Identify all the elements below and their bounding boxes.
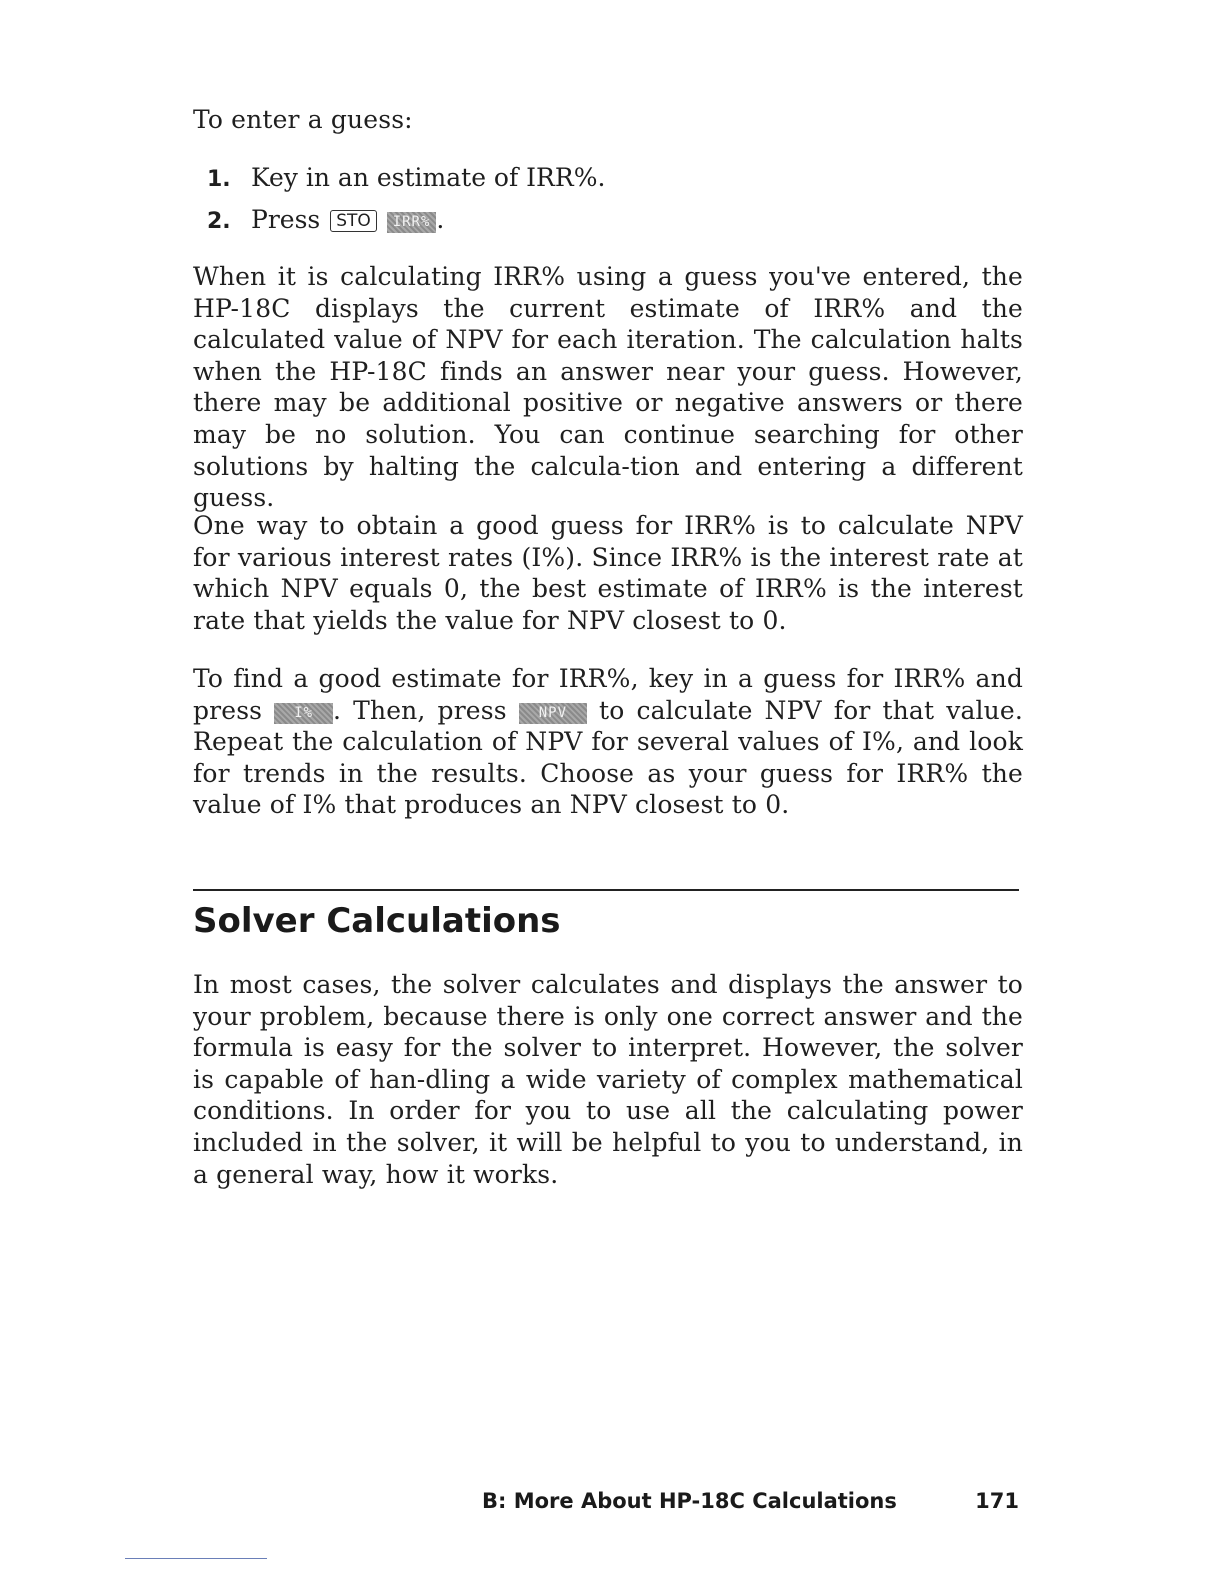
page-number: 171 — [975, 1489, 1019, 1513]
npv-softkey: NPV — [519, 703, 587, 724]
paragraph-estimate-part2: . Then, press — [333, 695, 507, 725]
step-2-text: Press — [251, 205, 321, 234]
paragraph-estimate-part1: To find a good estimate for IRR%, key in a guess for IRR% and press — [193, 664, 1023, 725]
step-1-text: Key in an estimate of IRR%. — [251, 163, 606, 192]
step-1-number: 1. — [207, 167, 231, 192]
irr-softkey: IRR% — [387, 212, 437, 233]
i-percent-softkey: I% — [274, 703, 333, 724]
section-heading: Solver Calculations — [193, 901, 561, 941]
paragraph-estimate — [193, 663, 1023, 821]
paragraph-iteration: When it is calculating IRR% using a guess you've entered, the HP-18C displays the current estimate of IRR% and the calculated value of NPV for each iteration. The calculation halts when the HP-18C finds an answer near your guess. However, there may be additional positive or negative answers or there may be no solution. You can continue searching for other solutions by halting the calcula-tion and entering a different guess. — [193, 262, 1023, 513]
sto-key: STO — [330, 210, 377, 232]
paragraph-solver: In most cases, the solver calculates and displays the answer to your problem, because there is only one correct answer and the formula is easy for the solver to interpret. However, the solver is capable of han-dling a wide variety of complex mathematical conditions. In order for you to use all the calculating power included in the solver, it will be helpful to you to understand, in a general way, how it works. — [193, 970, 1023, 1189]
paragraph-estimate-part3: to calculate NPV for that value. Repeat the calculation of NPV for several values of I%, and look for trends in the results. Choose as your guess for IRR% the value of I% that produces an NPV closest to 0. — [193, 695, 1023, 820]
step-2-period: . — [436, 205, 445, 234]
step-1 — [207, 162, 605, 196]
step-2-number: 2. — [207, 209, 231, 234]
footer-chapter-title: B: More About HP-18C Calculations — [482, 1489, 897, 1513]
step-2 — [207, 204, 444, 238]
paragraph-good-guess: One way to obtain a good guess for IRR% is to calculate NPV for various interest rates (I%). Since IRR% is the interest rate at which NPV equals 0, the best estimate of IRR% is the interest rate that yields the value for NPV closest to 0. — [193, 511, 1023, 635]
section-divider — [193, 889, 1019, 891]
scan-edge-line — [125, 1558, 267, 1559]
intro-text: To enter a guess: — [193, 105, 413, 134]
